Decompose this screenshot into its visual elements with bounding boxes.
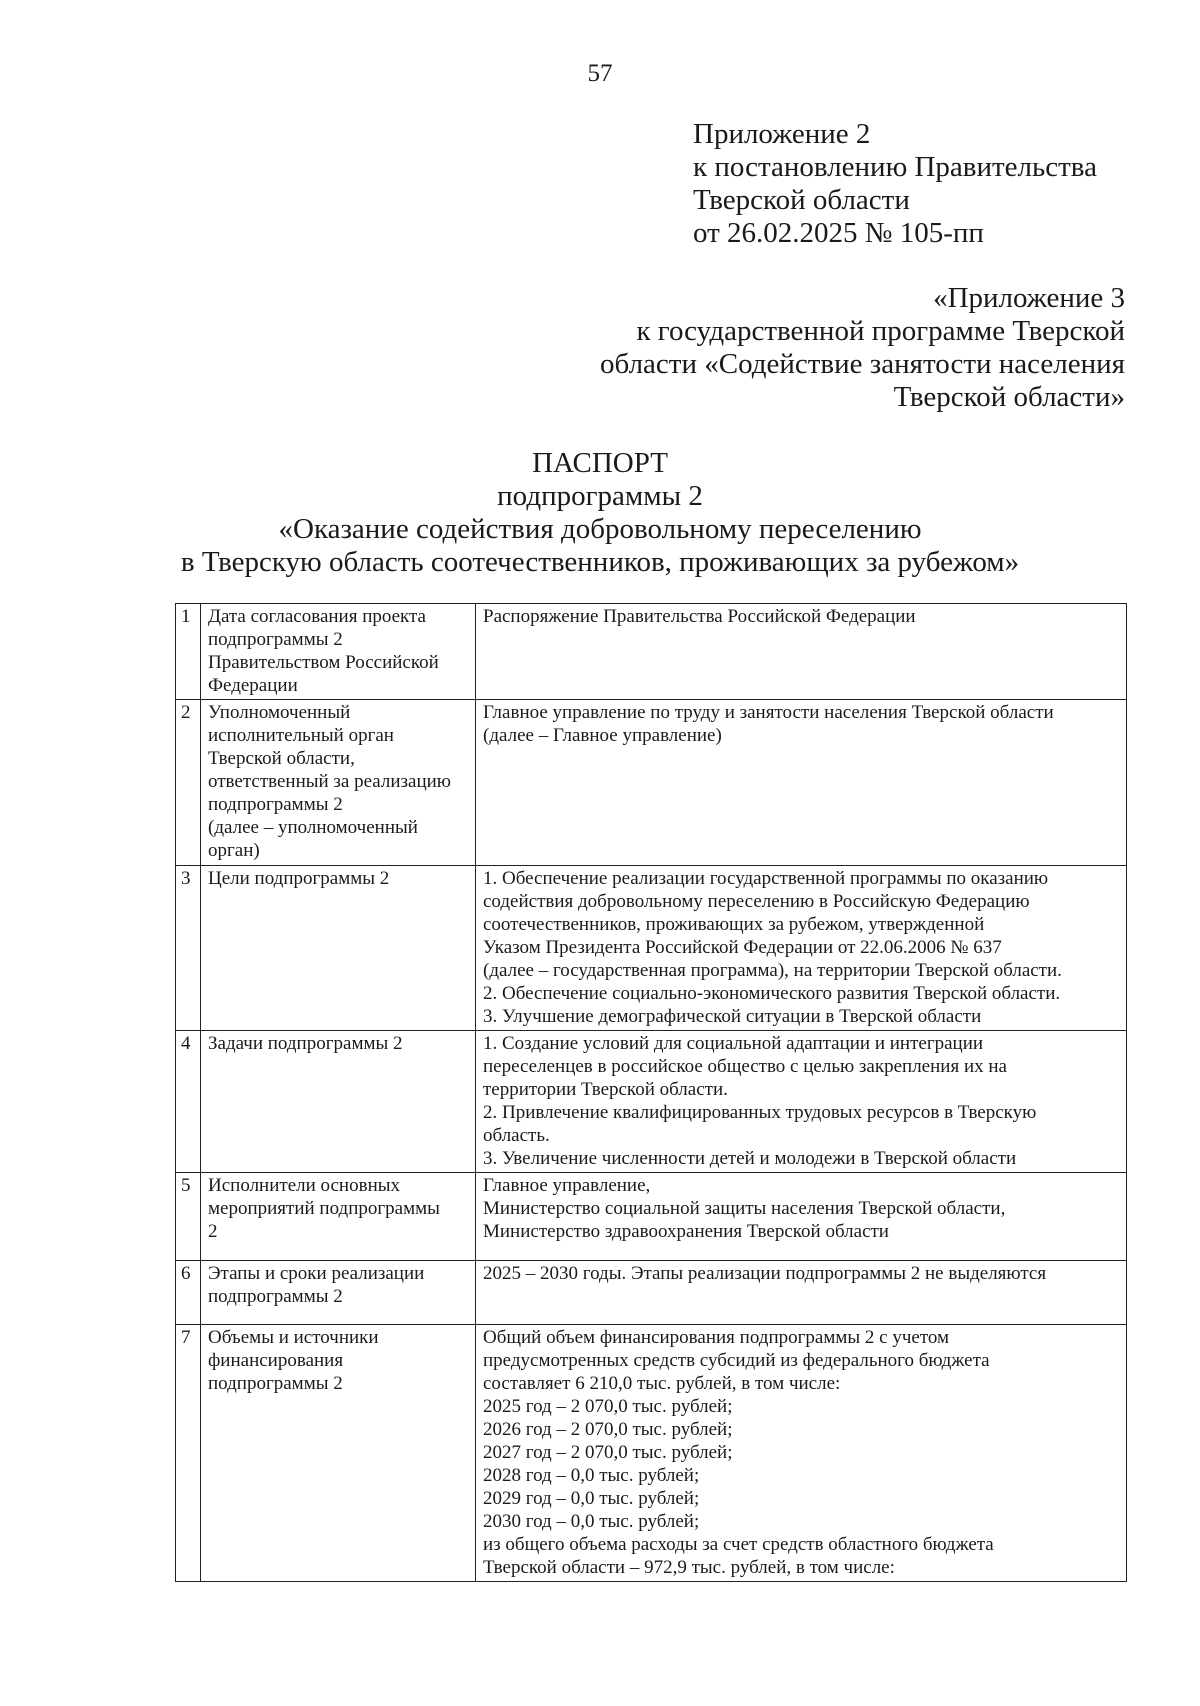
appendix-2-line: Тверской области xyxy=(693,184,910,216)
row-value xyxy=(476,1261,1127,1325)
row-number: 3 xyxy=(176,866,201,1031)
row-number: 6 xyxy=(176,1261,201,1325)
row-label-line: подпрограммы 2 xyxy=(208,1373,343,1394)
row-label-line: исполнительный орган xyxy=(208,725,394,746)
row-label-line: орган) xyxy=(208,840,260,861)
appendix-3-line: «Приложение 3 xyxy=(933,282,1125,314)
table-row xyxy=(176,700,1127,866)
row-value-line: из общего объема расходы за счет средств областного бюджета xyxy=(483,1534,994,1555)
appendix-3-line: к государственной программе Тверской xyxy=(636,315,1125,347)
table-row xyxy=(176,1173,1127,1261)
row-value-line: предусмотренных средств субсидий из федерального бюджета xyxy=(483,1350,990,1371)
row-value-line: Министерство социальной защиты населения Тверской области, xyxy=(483,1198,1006,1219)
passport-heading xyxy=(0,447,1200,579)
passport-subtitle-line: в Тверскую область соотечественников, проживающих за рубежом» xyxy=(180,546,1020,578)
row-label-line: (далее – уполномоченный xyxy=(208,817,418,838)
row-value-line: 1. Создание условий для социальной адаптации и интеграции xyxy=(483,1033,984,1054)
row-value-line: 2029 год – 0,0 тыс. рублей; xyxy=(483,1488,700,1509)
row-value xyxy=(476,1325,1127,1582)
table-row xyxy=(176,1031,1127,1173)
row-label-line: подпрограммы 2 xyxy=(208,1286,343,1307)
table-row xyxy=(176,1261,1127,1325)
row-label-line: Объемы и источники xyxy=(208,1327,379,1348)
row-label xyxy=(201,1031,476,1173)
row-label-line: Дата согласования проекта xyxy=(208,606,426,627)
row-label-line: Исполнители основных xyxy=(208,1175,401,1196)
row-value xyxy=(476,604,1127,700)
row-value xyxy=(476,866,1127,1031)
row-value-line: Главное управление по труду и занятости населения Тверской области xyxy=(483,702,1054,723)
row-label xyxy=(201,866,476,1031)
row-value-line: (далее – государственная программа), на территории Тверской области. xyxy=(483,960,1062,981)
row-label-line: финансирования xyxy=(208,1350,344,1371)
row-label-line: Этапы и сроки реализации xyxy=(208,1263,425,1284)
row-label xyxy=(201,1325,476,1582)
row-value-line: 2026 год – 2 070,0 тыс. рублей; xyxy=(483,1419,733,1440)
row-label-line: ответственный за реализацию xyxy=(208,771,452,792)
row-value-line: 2025 год – 2 070,0 тыс. рублей; xyxy=(483,1396,733,1417)
appendix-2-line: Приложение 2 xyxy=(693,118,871,150)
row-value-line: 2025 – 2030 годы. Этапы реализации подпрограммы 2 не выделяются xyxy=(483,1263,1047,1284)
row-value-line: содействия добровольному переселению в Российскую Федерацию xyxy=(483,891,1030,912)
row-number: 4 xyxy=(176,1031,201,1173)
row-value-line: 2030 год – 0,0 тыс. рублей; xyxy=(483,1511,700,1532)
row-label xyxy=(201,1261,476,1325)
row-number: 2 xyxy=(176,700,201,866)
appendix-2-line: от 26.02.2025 № 105-пп xyxy=(693,217,984,249)
row-value-line: Распоряжение Правительства Российской Федерации xyxy=(483,606,916,627)
page-number: 57 xyxy=(587,60,613,87)
row-label-line: 2 xyxy=(208,1221,218,1242)
row-label-line: Уполномоченный xyxy=(208,702,351,723)
row-value-line: Общий объем финансирования подпрограммы 2 с учетом xyxy=(483,1327,950,1348)
row-label-line: Тверской области, xyxy=(208,748,355,769)
appendix-2-header xyxy=(693,118,1097,250)
row-label xyxy=(201,700,476,866)
table-row xyxy=(176,866,1127,1031)
passport-table-body xyxy=(176,604,1127,1582)
row-value-line: 2. Привлечение квалифицированных трудовых ресурсов в Тверскую xyxy=(483,1102,1037,1123)
appendix-3-line: области «Содействие занятости населения xyxy=(600,348,1125,380)
table-row xyxy=(176,1325,1127,1582)
row-label-line: мероприятий подпрограммы xyxy=(208,1198,440,1219)
row-label xyxy=(201,1173,476,1261)
row-value-line: 1. Обеспечение реализации государственной программы по оказанию xyxy=(483,868,1049,889)
row-value-line: Министерство здравоохранения Тверской области xyxy=(483,1221,889,1242)
row-label-line: Федерации xyxy=(208,675,298,696)
row-value-line: (далее – Главное управление) xyxy=(483,725,722,746)
passport-subtitle-line: подпрограммы 2 xyxy=(497,480,703,512)
row-value xyxy=(476,700,1127,866)
row-value-line: Указом Президента Российской Федерации от 22.06.2006 № 637 xyxy=(483,937,1002,958)
passport-subtitle-line: «Оказание содействия добровольному переселению xyxy=(278,513,922,545)
row-value-line: 3. Улучшение демографической ситуации в Тверской области xyxy=(483,1006,982,1027)
row-number: 7 xyxy=(176,1325,201,1582)
row-value-line: 2028 год – 0,0 тыс. рублей; xyxy=(483,1465,700,1486)
row-number: 5 xyxy=(176,1173,201,1261)
row-value-line: область. xyxy=(483,1125,550,1146)
row-value-line: Тверской области – 972,9 тыс. рублей, в том числе: xyxy=(483,1557,895,1578)
passport-table xyxy=(175,603,1127,1582)
row-value-line: 3. Увеличение численности детей и молодежи в Тверской области xyxy=(483,1148,1017,1169)
table-row xyxy=(176,604,1127,700)
row-value-line: переселенцев в российское общество с целью закрепления их на xyxy=(483,1056,1007,1077)
row-value xyxy=(476,1031,1127,1173)
row-label xyxy=(201,604,476,700)
appendix-2-line: к постановлению Правительства xyxy=(693,151,1097,183)
row-label-line: Цели подпрограммы 2 xyxy=(208,868,390,889)
row-label-line: подпрограммы 2 xyxy=(208,794,343,815)
appendix-3-line: Тверской области» xyxy=(893,381,1125,413)
row-value-line: составляет 6 210,0 тыс. рублей, в том числе: xyxy=(483,1373,841,1394)
row-value-line: территории Тверской области. xyxy=(483,1079,728,1100)
row-label-line: Задачи подпрограммы 2 xyxy=(208,1033,403,1054)
row-value xyxy=(476,1173,1127,1261)
row-value-line: Главное управление, xyxy=(483,1175,651,1196)
row-value-line: 2. Обеспечение социально-экономического развития Тверской области. xyxy=(483,983,1061,1004)
passport-title: ПАСПОРТ xyxy=(532,447,668,479)
row-number: 1 xyxy=(176,604,201,700)
row-value-line: соотечественников, проживающих за рубежом, утвержденной xyxy=(483,914,985,935)
row-label-line: подпрограммы 2 xyxy=(208,629,343,650)
appendix-3-header xyxy=(600,282,1125,414)
row-value-line: 2027 год – 2 070,0 тыс. рублей; xyxy=(483,1442,733,1463)
row-label-line: Правительством Российской xyxy=(208,652,439,673)
